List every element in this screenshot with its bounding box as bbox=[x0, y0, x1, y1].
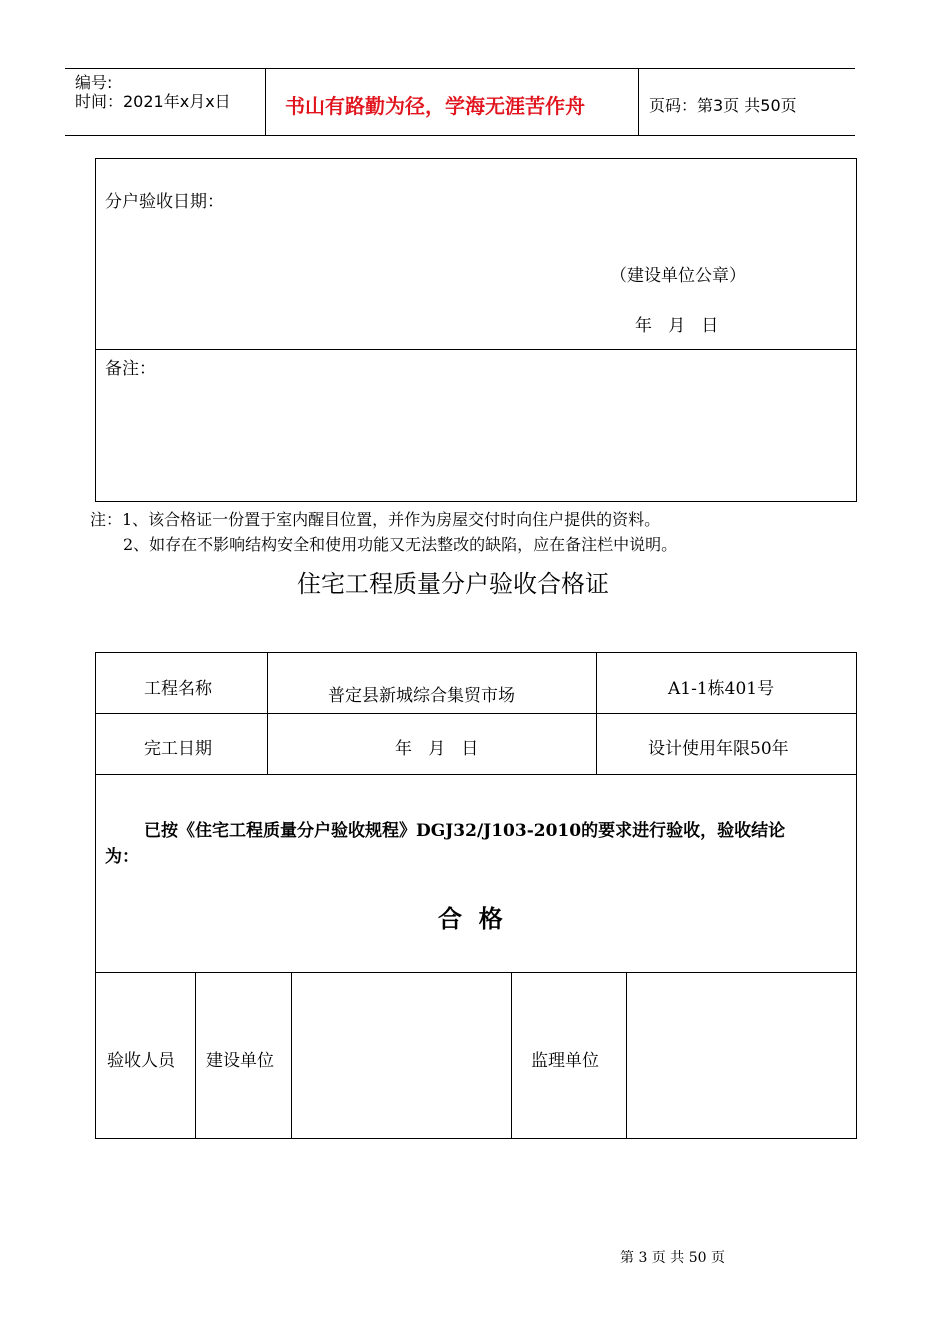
project-name-value: 普定县新城综合集贸市场 bbox=[328, 686, 515, 706]
page-footer: 第 3 页 共 50 页 bbox=[620, 1250, 725, 1266]
acceptance-date-label: 分户验收日期： bbox=[105, 192, 224, 212]
builder-label: 建设单位 bbox=[206, 1051, 274, 1071]
header-page-info: 页码：第3页 共50页 bbox=[649, 96, 797, 115]
document-number-label: 编号: bbox=[75, 73, 113, 92]
cert-row-rule-2 bbox=[95, 774, 857, 775]
cert-border-right bbox=[856, 652, 857, 1139]
table-border-left bbox=[95, 158, 96, 502]
supervisor-label: 监理单位 bbox=[531, 1051, 599, 1071]
header-motto: 书山有路勤为径，学海无涯苦作舟 bbox=[285, 94, 585, 118]
completion-date-label: 完工日期 bbox=[144, 739, 212, 759]
signer-col-rule-3 bbox=[511, 972, 512, 1139]
signer-col-rule-1 bbox=[195, 972, 196, 1139]
cert-border-bottom bbox=[95, 1138, 857, 1139]
table-border-middle bbox=[95, 349, 857, 350]
cert-border-left bbox=[95, 652, 96, 1139]
document-time-label: 时间：2021年x月x日 bbox=[75, 92, 231, 111]
cert-col-rule-a bbox=[267, 652, 268, 775]
design-life: 设计使用年限50年 bbox=[648, 739, 789, 759]
cert-border-top bbox=[95, 652, 857, 653]
acceptance-statement-line-2: 为： bbox=[105, 847, 139, 867]
seal-date: 年 月 日 bbox=[635, 316, 719, 336]
seal-label: （建设单位公章） bbox=[610, 266, 746, 286]
table-border-top bbox=[95, 158, 857, 159]
table-border-right bbox=[856, 158, 857, 502]
signer-col-rule-4 bbox=[626, 972, 627, 1139]
note-2: 2、如存在不影响结构安全和使用功能又无法整改的缺陷，应在备注栏中说明。 bbox=[123, 535, 678, 554]
note-1: 注：1、该合格证一份置于室内醒目位置，并作为房屋交付时向住户提供的资料。 bbox=[90, 510, 661, 529]
cert-row-rule-1 bbox=[95, 713, 857, 714]
header-bottom-rule bbox=[65, 135, 855, 136]
cert-col-rule-b bbox=[596, 652, 597, 775]
header-divider-left bbox=[265, 68, 266, 136]
acceptance-statement-line-1: 已按《住宅工程质量分户验收规程》DGJ32/J103-2010的要求进行验收，验收结论 bbox=[144, 821, 786, 841]
inspectors-label: 验收人员 bbox=[107, 1051, 175, 1071]
unit-number-value: A1-1栋401号 bbox=[668, 679, 775, 699]
remarks-label: 备注： bbox=[105, 359, 156, 379]
signer-col-rule-2 bbox=[291, 972, 292, 1139]
completion-date-value: 年 月 日 bbox=[395, 739, 479, 759]
header-top-rule bbox=[65, 68, 855, 69]
header-divider-right bbox=[638, 68, 639, 136]
table-border-bottom bbox=[95, 501, 857, 502]
acceptance-result: 合 格 bbox=[438, 904, 503, 933]
cert-row-rule-3 bbox=[95, 972, 857, 973]
project-name-label: 工程名称 bbox=[144, 679, 212, 699]
certificate-title: 住宅工程质量分户验收合格证 bbox=[297, 570, 609, 598]
